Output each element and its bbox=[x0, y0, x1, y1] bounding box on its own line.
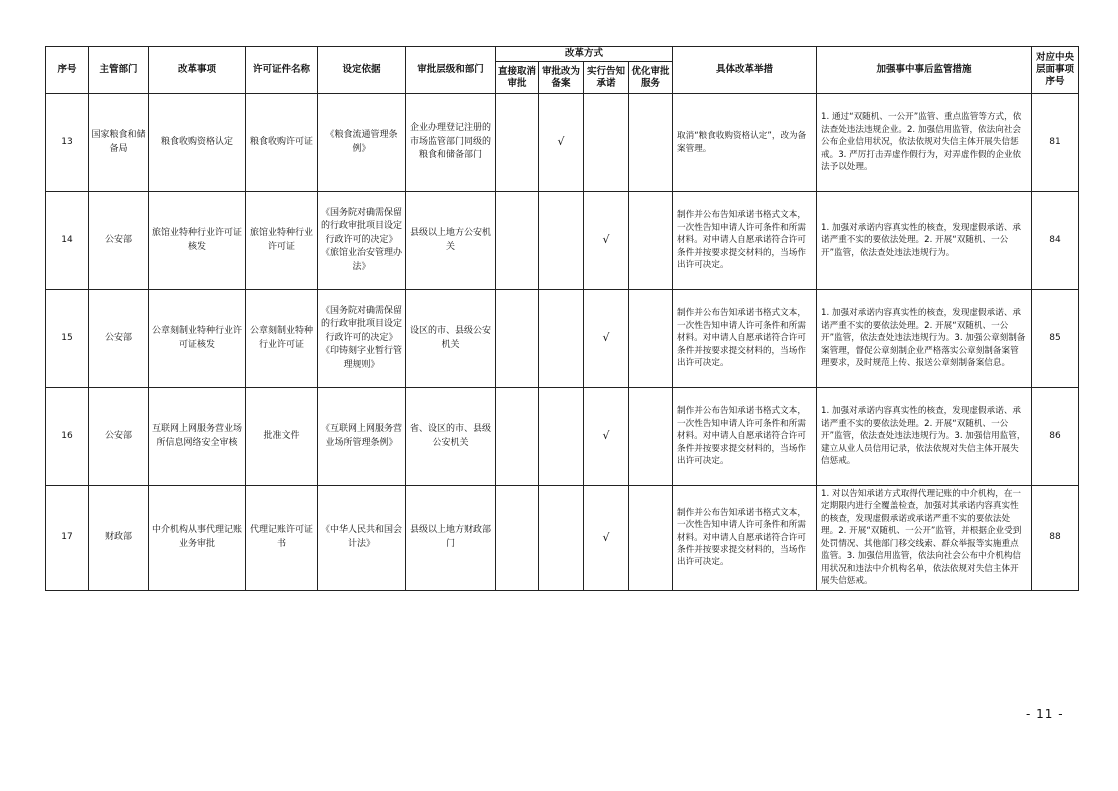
cell-dept: 公安部 bbox=[89, 388, 149, 486]
header-method-commit: 实行告知承诺 bbox=[584, 62, 629, 94]
cell-level: 县级以上地方公安机关 bbox=[406, 192, 496, 290]
header-method-cancel: 直接取消审批 bbox=[496, 62, 539, 94]
header-level: 审批层级和部门 bbox=[406, 47, 496, 94]
cell-dept: 财政部 bbox=[89, 486, 149, 591]
cell-basis: 《中华人民共和国会计法》 bbox=[318, 486, 406, 591]
header-measures: 具体改革举措 bbox=[673, 47, 817, 94]
cell-seq: 14 bbox=[46, 192, 89, 290]
cell-method-record: √ bbox=[539, 94, 584, 192]
cell-central: 86 bbox=[1032, 388, 1079, 486]
cell-license: 旅馆业特种行业许可证 bbox=[246, 192, 318, 290]
cell-license: 粮食收购许可证 bbox=[246, 94, 318, 192]
cell-license: 代理记账许可证书 bbox=[246, 486, 318, 591]
header-row bbox=[46, 47, 1079, 62]
cell-item: 粮食收购资格认定 bbox=[149, 94, 246, 192]
cell-supervision: 1. 加强对承诺内容真实性的核查，发现虚假承诺、承诺严重不实的要依法处理。2. 开展“双随机、一公开”监管，依法查处违法违规行为。3. 加强公章刻制备案管理，督促公章刻制企业严格落实公章刻制备案管理要求，及时规范上传、报送公章刻制备案信息。 bbox=[817, 290, 1032, 388]
cell-central: 88 bbox=[1032, 486, 1079, 591]
cell-method-cancel bbox=[496, 192, 539, 290]
cell-basis: 《国务院对确需保留的行政审批项目设定行政许可的决定》《印铸刻字业暂行管理规则》 bbox=[318, 290, 406, 388]
cell-method-cancel bbox=[496, 290, 539, 388]
cell-level: 省、设区的市、县级公安机关 bbox=[406, 388, 496, 486]
cell-measures: 制作并公布告知承诺书格式文本，一次性告知申请人许可条件和所需材料。对申请人自愿承诺符合许可条件并按要求提交材料的，当场作出许可决定。 bbox=[673, 290, 817, 388]
cell-license: 批准文件 bbox=[246, 388, 318, 486]
cell-method-commit: √ bbox=[584, 388, 629, 486]
cell-method-optimize bbox=[629, 192, 673, 290]
cell-seq: 13 bbox=[46, 94, 89, 192]
cell-basis: 《互联网上网服务营业场所管理条例》 bbox=[318, 388, 406, 486]
cell-supervision: 1. 加强对承诺内容真实性的核查，发现虚假承诺、承诺严重不实的要依法处理。2. 开展“双随机、一公开”监管，依法查处违法违规行为。3. 加强信用监管，建立从业人员信用记录，依法依规对失信主体开展失信惩戒。 bbox=[817, 388, 1032, 486]
cell-license: 公章刻制业特种行业许可证 bbox=[246, 290, 318, 388]
cell-method-commit: √ bbox=[584, 192, 629, 290]
header-supervision: 加强事中事后监管措施 bbox=[817, 47, 1032, 94]
cell-basis: 《国务院对确需保留的行政审批项目设定行政许可的决定》《旅馆业治安管理办法》 bbox=[318, 192, 406, 290]
cell-method-optimize bbox=[629, 290, 673, 388]
cell-method-optimize bbox=[629, 486, 673, 591]
cell-central: 85 bbox=[1032, 290, 1079, 388]
header-method-group: 改革方式 bbox=[496, 47, 673, 62]
cell-supervision: 1. 加强对承诺内容真实性的核查，发现虚假承诺、承诺严重不实的要依法处理。2. 开展“双随机、一公开”监管，依法查处违法违规行为。 bbox=[817, 192, 1032, 290]
cell-central: 81 bbox=[1032, 94, 1079, 192]
table-row bbox=[46, 290, 1079, 388]
cell-seq: 16 bbox=[46, 388, 89, 486]
cell-basis: 《粮食流通管理条例》 bbox=[318, 94, 406, 192]
cell-method-commit bbox=[584, 94, 629, 192]
cell-seq: 15 bbox=[46, 290, 89, 388]
cell-method-record bbox=[539, 192, 584, 290]
header-central: 对应中央层面事项序号 bbox=[1032, 47, 1079, 94]
header-method-record: 审批改为备案 bbox=[539, 62, 584, 94]
cell-dept: 国家粮食和储备局 bbox=[89, 94, 149, 192]
cell-item: 互联网上网服务营业场所信息网络安全审核 bbox=[149, 388, 246, 486]
cell-measures: 制作并公布告知承诺书格式文本，一次性告知申请人许可条件和所需材料。对申请人自愿承诺符合许可条件并按要求提交材料的，当场作出许可决定。 bbox=[673, 388, 817, 486]
table-row bbox=[46, 94, 1079, 192]
cell-method-optimize bbox=[629, 94, 673, 192]
header-basis: 设定依据 bbox=[318, 47, 406, 94]
cell-seq: 17 bbox=[46, 486, 89, 591]
cell-method-record bbox=[539, 486, 584, 591]
table-body bbox=[46, 94, 1079, 591]
cell-measures: 制作并公布告知承诺书格式文本，一次性告知申请人许可条件和所需材料。对申请人自愿承诺符合许可条件并按要求提交材料的，当场作出许可决定。 bbox=[673, 192, 817, 290]
header-license: 许可证件名称 bbox=[246, 47, 318, 94]
cell-method-commit: √ bbox=[584, 290, 629, 388]
cell-level: 设区的市、县级公安机关 bbox=[406, 290, 496, 388]
cell-central: 84 bbox=[1032, 192, 1079, 290]
cell-dept: 公安部 bbox=[89, 192, 149, 290]
header-item: 改革事项 bbox=[149, 47, 246, 94]
cell-level: 县级以上地方财政部门 bbox=[406, 486, 496, 591]
header-seq: 序号 bbox=[46, 47, 89, 94]
reform-table bbox=[45, 46, 1079, 591]
cell-supervision: 1. 通过“双随机、一公开”监管、重点监管等方式，依法查处违法违规企业。2. 加强信用监管，依法向社会公布企业信用状况，依法依规对失信主体开展失信惩戒。3. 严厉打击弄虚作假行为，对弄虚作假的企业依法予以处理。 bbox=[817, 94, 1032, 192]
cell-item: 公章刻制业特种行业许可证核发 bbox=[149, 290, 246, 388]
table-row bbox=[46, 192, 1079, 290]
cell-method-record bbox=[539, 388, 584, 486]
cell-method-cancel bbox=[496, 486, 539, 591]
table-row bbox=[46, 486, 1079, 591]
cell-item: 旅馆业特种行业许可证核发 bbox=[149, 192, 246, 290]
table-row bbox=[46, 388, 1079, 486]
cell-item: 中介机构从事代理记账业务审批 bbox=[149, 486, 246, 591]
cell-method-cancel bbox=[496, 94, 539, 192]
cell-method-record bbox=[539, 290, 584, 388]
cell-method-cancel bbox=[496, 388, 539, 486]
page-number: - 11 - bbox=[1026, 707, 1064, 721]
cell-dept: 公安部 bbox=[89, 290, 149, 388]
header-dept: 主管部门 bbox=[89, 47, 149, 94]
cell-method-commit: √ bbox=[584, 486, 629, 591]
cell-level: 企业办理登记注册的市场监管部门同级的粮食和储备部门 bbox=[406, 94, 496, 192]
cell-supervision: 1. 对以告知承诺方式取得代理记账的中介机构，在一定期限内进行全覆盖检查，加强对其承诺内容真实性的核查，发现虚假承诺或承诺严重不实的要依法处理。2. 开展“双随机、一公开”监管，并根据企业受到处罚情况、其他部门移交线索、群众举报等实施重点监管。3. 加强信用监管，依法向社会公布中介机构信用状况和违法中介机构名单，依法依规对失信主体开展失信惩戒。 bbox=[817, 486, 1032, 591]
header-method-optimize: 优化审批服务 bbox=[629, 62, 673, 94]
cell-measures: 取消“粮食收购资格认定”，改为备案管理。 bbox=[673, 94, 817, 192]
cell-method-optimize bbox=[629, 388, 673, 486]
cell-measures: 制作并公布告知承诺书格式文本，一次性告知申请人许可条件和所需材料。对申请人自愿承诺符合许可条件并按要求提交材料的，当场作出许可决定。 bbox=[673, 486, 817, 591]
